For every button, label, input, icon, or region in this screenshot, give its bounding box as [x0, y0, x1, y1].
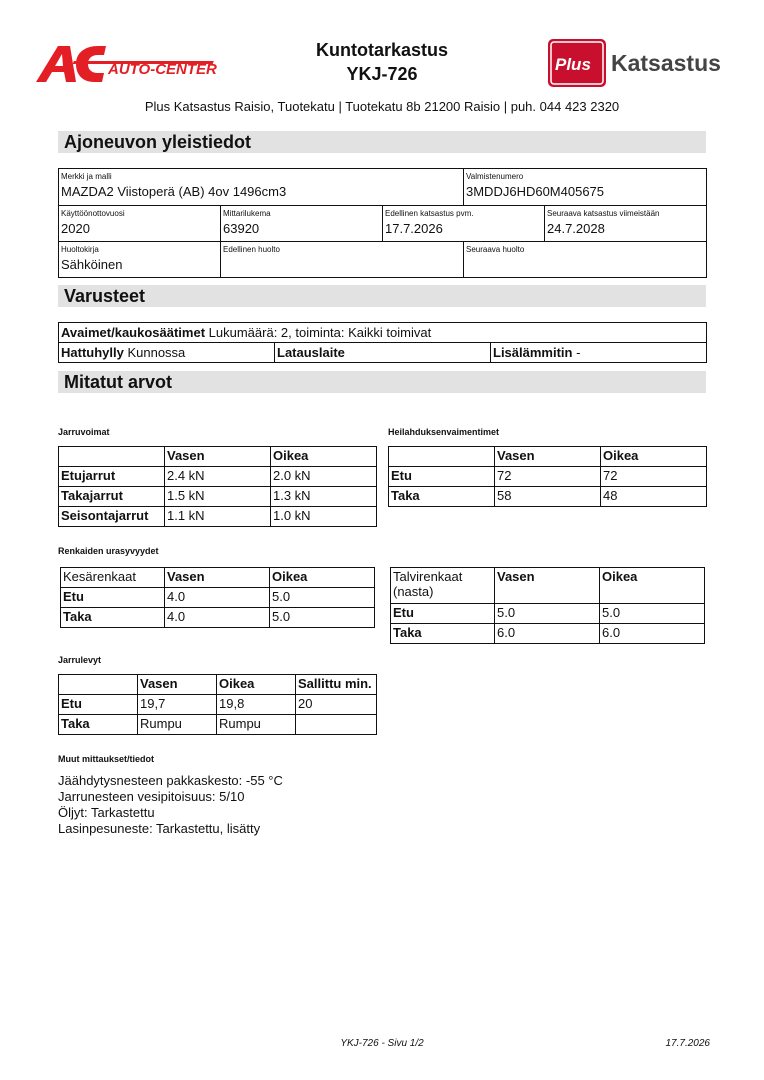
vin-label: Valmistenumero — [466, 172, 524, 181]
odometer-label: Mittarilukema — [223, 209, 271, 218]
section-equipment — [58, 285, 706, 307]
cell-right: 1.3 kN — [271, 487, 377, 507]
prev-service-label: Edellinen huolto — [223, 245, 280, 254]
discs-title: Jarrulevyt — [58, 655, 102, 665]
page-title: Kuntotarkastus — [315, 40, 449, 60]
table-row — [61, 608, 375, 628]
table-row — [391, 624, 705, 644]
row-label: Taka — [59, 715, 138, 735]
table-header: Oikea — [271, 447, 377, 467]
charger-cell — [275, 343, 491, 363]
next-inspection-label: Seuraava katsastus viimeistään — [547, 209, 660, 218]
next-inspection-value: 24.7.2028 — [547, 221, 605, 236]
reg-year-label: Käyttöönottovuosi — [61, 209, 125, 218]
equipment-table — [58, 322, 707, 363]
heater-cell — [491, 343, 707, 363]
cell-right: 5.0 — [600, 604, 705, 624]
service-book-cell — [59, 242, 221, 278]
hat-shelf-value: Kunnossa — [127, 345, 186, 360]
next-inspection-cell — [545, 206, 707, 242]
table-header: Oikea — [217, 675, 296, 695]
table-row — [59, 467, 377, 487]
make-value: MAZDA2 Viistoperä (AB) 4ov 1496cm3 — [61, 184, 287, 199]
row-label: Etu — [389, 467, 495, 487]
heater-label: Lisälämmitin — [493, 345, 573, 360]
table-header: Kesärenkaat — [61, 568, 165, 588]
keys-cell — [59, 323, 707, 343]
vin-cell — [464, 169, 707, 206]
cell-right: 48 — [601, 487, 707, 507]
brake-discs-table — [58, 674, 377, 735]
plate-number: YKJ-726 — [346, 64, 418, 84]
note-line: Lasinpesuneste: Tarkastettu, lisätty — [58, 821, 261, 836]
section-measured — [58, 371, 706, 393]
cell-left: 2.4 kN — [165, 467, 271, 487]
cell-min: 20 — [296, 695, 377, 715]
make-cell — [59, 169, 464, 206]
footer-date: 17.7.2026 — [665, 1038, 710, 1049]
row-label: Etu — [391, 604, 495, 624]
table-header — [59, 447, 165, 467]
auto-center-logo — [36, 44, 226, 84]
keys-value: Lukumäärä: 2, toiminta: Kaikki toimivat — [208, 325, 432, 340]
cell-left: 1.5 kN — [165, 487, 271, 507]
table-row — [59, 487, 377, 507]
katsastus-text: Katsastus — [611, 50, 721, 76]
vin-value: 3MDDJ6HD60M405675 — [466, 184, 605, 199]
cell-left: 72 — [495, 467, 601, 487]
cell-left: 19,7 — [138, 695, 217, 715]
cell-right: 19,8 — [217, 695, 296, 715]
table-row — [59, 715, 377, 735]
keys-label: Avaimet/kaukosäätimet — [61, 325, 206, 340]
prev-service-cell — [221, 242, 464, 278]
reg-year-value: 2020 — [61, 221, 90, 236]
charger-label: Latauslaite — [277, 345, 345, 360]
table-header: Oikea — [270, 568, 375, 588]
cell-right: 5.0 — [270, 608, 375, 628]
table-header: Oikea — [601, 447, 707, 467]
plus-katsastus-logo — [548, 38, 728, 88]
last-inspection-cell — [383, 206, 545, 242]
winter-tires-table — [390, 567, 705, 644]
service-book-label: Huoltokirja — [61, 245, 99, 254]
station-info: Plus Katsastus Raisio, Tuotekatu | Tuotekatu 8b 21200 Raisio | puh. 044 423 2320 — [144, 99, 620, 114]
row-label: Taka — [61, 608, 165, 628]
table-row — [391, 604, 705, 624]
table-header — [389, 447, 495, 467]
reg-year-cell — [59, 206, 221, 242]
table-row — [59, 507, 377, 527]
section-vehicle-info — [58, 131, 706, 153]
section-title: Varusteet — [64, 286, 146, 306]
row-label: Etujarrut — [59, 467, 165, 487]
row-label: Seisontajarrut — [59, 507, 165, 527]
next-service-label: Seuraava huolto — [466, 245, 525, 254]
heater-value: - — [576, 345, 581, 360]
row-label: Taka — [389, 487, 495, 507]
other-title: Muut mittaukset/tiedot — [58, 754, 154, 764]
tread-title: Renkaiden urasyvyydet — [58, 546, 159, 556]
hat-shelf-label: Hattuhylly — [61, 345, 124, 360]
cell-left: 58 — [495, 487, 601, 507]
cell-left: Rumpu — [138, 715, 217, 735]
shock-absorbers-table — [388, 446, 707, 507]
table-row — [59, 695, 377, 715]
cell-left: 4.0 — [165, 588, 270, 608]
note-line: Öljyt: Tarkastettu — [58, 805, 155, 820]
table-header: Sallittu min. — [296, 675, 377, 695]
summer-tires-table — [60, 567, 375, 628]
title-block — [232, 38, 532, 86]
cell-left: 1.1 kN — [165, 507, 271, 527]
cell-right: 72 — [601, 467, 707, 487]
vehicle-info-grid — [58, 168, 707, 278]
cell-min — [296, 715, 377, 735]
cell-right: 6.0 — [600, 624, 705, 644]
note-line: Jäähdytysnesteen pakkaskesto: -55 °C — [58, 773, 283, 788]
hat-shelf-cell — [59, 343, 275, 363]
last-inspection-label: Edellinen katsastus pvm. — [385, 209, 474, 218]
section-title: Mitatut arvot — [64, 372, 172, 392]
table-row — [389, 487, 707, 507]
last-inspection-value: 17.7.2026 — [385, 221, 443, 236]
table-header: Talvirenkaat (nasta) — [391, 568, 495, 604]
row-label: Etu — [61, 588, 165, 608]
cell-right: 2.0 kN — [271, 467, 377, 487]
section-title: Ajoneuvon yleistiedot — [64, 132, 252, 152]
table-header: Vasen — [138, 675, 217, 695]
other-notes — [58, 773, 283, 837]
service-book-value: Sähköinen — [61, 257, 123, 272]
odometer-cell — [221, 206, 383, 242]
cell-left: 5.0 — [495, 604, 600, 624]
table-header: Vasen — [165, 568, 270, 588]
cell-left: 4.0 — [165, 608, 270, 628]
brake-forces-table — [58, 446, 377, 527]
cell-right: 1.0 kN — [271, 507, 377, 527]
table-header: Vasen — [495, 447, 601, 467]
plus-text: Plus — [555, 55, 591, 74]
page-number: YKJ-726 - Sivu 1/2 — [340, 1038, 424, 1049]
table-header — [59, 675, 138, 695]
table-header: Vasen — [165, 447, 271, 467]
row-label: Takajarrut — [59, 487, 165, 507]
next-service-cell — [464, 242, 707, 278]
auto-center-text: AUTO-CENTER — [108, 61, 217, 78]
cell-right: 5.0 — [270, 588, 375, 608]
table-header: Vasen — [495, 568, 600, 604]
shocks-title: Heilahduksenvaimentimet — [388, 427, 500, 437]
row-label: Taka — [391, 624, 495, 644]
table-row — [389, 467, 707, 487]
table-header: Oikea — [600, 568, 705, 604]
odometer-value: 63920 — [223, 221, 260, 236]
cell-right: Rumpu — [217, 715, 296, 735]
brakes-title: Jarruvoimat — [58, 427, 110, 437]
row-label: Etu — [59, 695, 138, 715]
note-line: Jarrunesteen vesipitoisuus: 5/10 — [58, 789, 245, 804]
table-row — [61, 588, 375, 608]
make-label: Merkki ja malli — [61, 172, 112, 181]
cell-left: 6.0 — [495, 624, 600, 644]
